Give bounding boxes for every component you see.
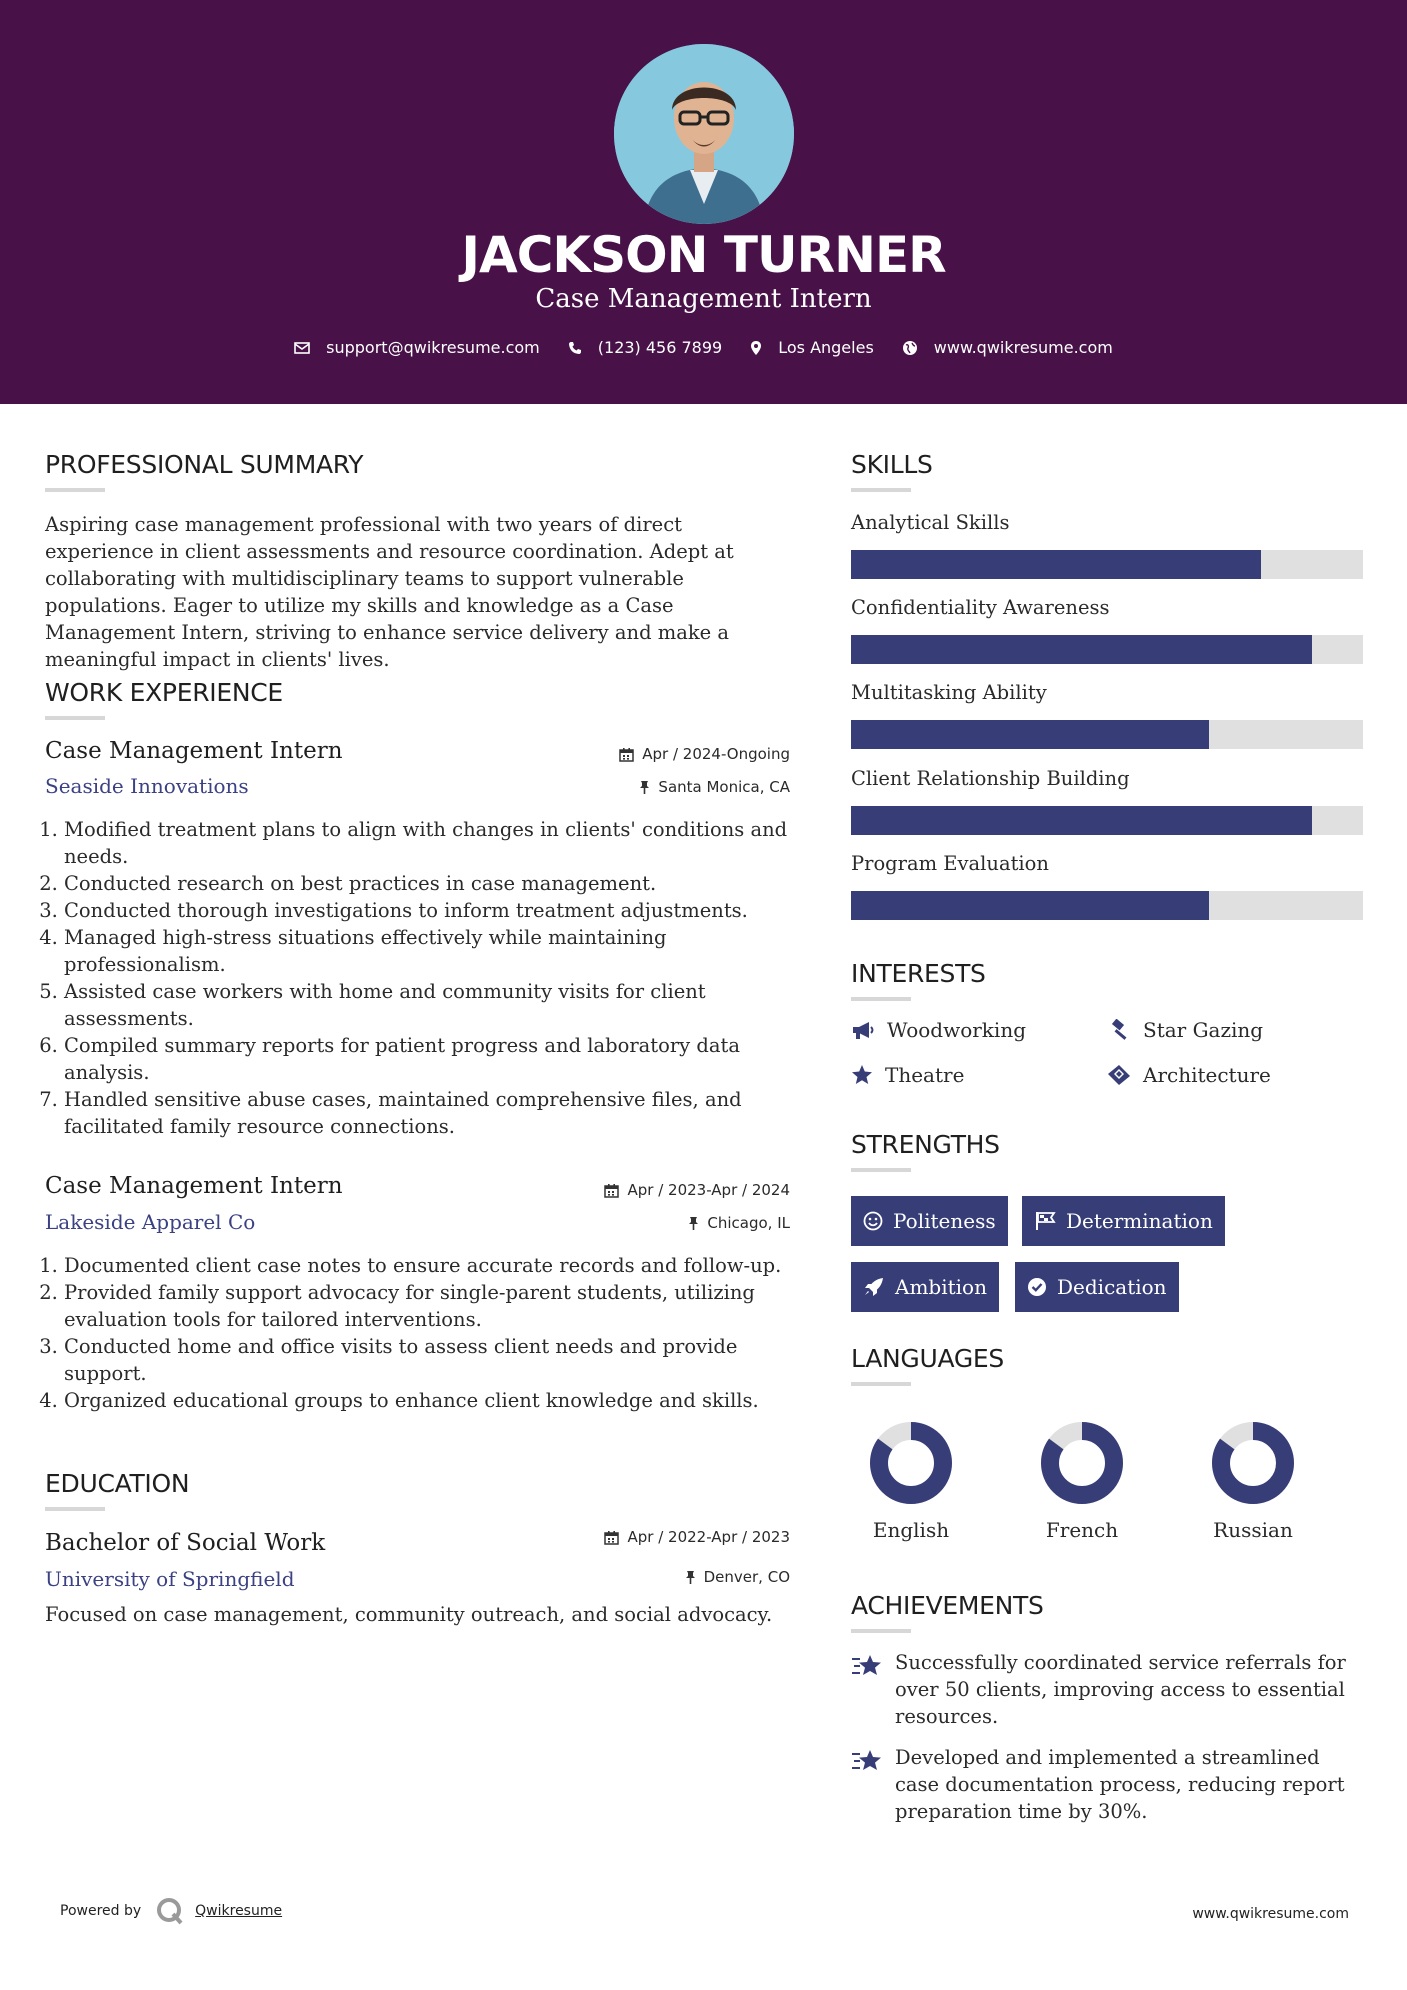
contact-email[interactable] xyxy=(294,338,540,357)
list-item: 7. Handled sensitive abuse cases, maintained comprehensive files, and facilitated family resource connections. xyxy=(64,1086,814,1140)
powered-by-label: Powered by xyxy=(60,1903,142,1919)
smile-icon xyxy=(863,1211,883,1231)
skills-underline xyxy=(851,488,911,492)
skill-bar xyxy=(851,806,1363,835)
list-item: 2. Conducted research on best practices in case management. xyxy=(64,870,814,897)
shooting-star-icon xyxy=(851,1748,883,1774)
qwikresume-link[interactable]: Qwikresume xyxy=(195,1903,283,1919)
contact-location xyxy=(750,338,874,357)
footer-url[interactable]: www.qwikresume.com xyxy=(1192,1906,1349,1922)
education-location xyxy=(500,1568,790,1586)
qwikresume-logo-icon xyxy=(155,1896,185,1926)
ticket-icon xyxy=(1107,1064,1131,1086)
list-item: 3. Conducted thorough investigations to inform treatment adjustments. xyxy=(64,897,814,924)
job-dates xyxy=(500,745,790,763)
language-item xyxy=(1193,1418,1313,1542)
contact-phone[interactable] xyxy=(568,338,722,357)
strength-label: Dedication xyxy=(1057,1275,1167,1299)
flag-icon xyxy=(1034,1211,1056,1231)
strength-label: Politeness xyxy=(893,1209,996,1233)
check-circle-icon xyxy=(1027,1277,1047,1297)
person-silhouette-icon xyxy=(614,44,794,224)
strength-badge xyxy=(1015,1262,1179,1312)
resume-header xyxy=(0,0,1407,404)
candidate-name: JACKSON TURNER xyxy=(461,226,946,284)
list-item: 4. Managed high-stress situations effectively while maintaining professionalism. xyxy=(64,924,814,978)
job-duties-list xyxy=(45,816,814,1140)
list-item: 1. Documented client case notes to ensure accurate records and follow-up. xyxy=(64,1252,814,1279)
pushpin-icon xyxy=(639,780,650,795)
education-location-text: Denver, CO xyxy=(703,1568,790,1586)
skill-bar-fill xyxy=(851,635,1312,664)
education-dates-text: Apr / 2022-Apr / 2023 xyxy=(627,1528,790,1546)
interests-heading: INTERESTS xyxy=(851,959,986,988)
list-item: 2. Provided family support advocacy for single-parent students, utilizing evaluation tools for tailored interventions. xyxy=(64,1279,814,1333)
list-item: 1. Modified treatment plans to align with changes in clients' conditions and needs. xyxy=(64,816,814,870)
skill-name: Multitasking Ability xyxy=(851,681,1047,704)
skill-bar-fill xyxy=(851,720,1209,749)
list-item: 4. Organized educational groups to enhance client knowledge and skills. xyxy=(64,1387,814,1414)
experience-heading: WORK EXPERIENCE xyxy=(45,678,283,707)
contact-phone-text: (123) 456 7899 xyxy=(597,338,723,357)
strength-label: Ambition xyxy=(895,1275,987,1299)
skill-bar xyxy=(851,550,1363,579)
interest-item xyxy=(851,1063,964,1087)
job-location-text: Santa Monica, CA xyxy=(658,778,790,796)
job-dates-text: Apr / 2023-Apr / 2024 xyxy=(627,1181,790,1199)
achievement-text: Successfully coordinated service referrals for over 50 clients, improving access to essential resources. xyxy=(895,1651,1346,1728)
skill-bar xyxy=(851,891,1363,920)
language-name: Russian xyxy=(1213,1518,1293,1542)
gavel-icon xyxy=(1107,1019,1131,1041)
contact-email-text: support@qwikresume.com xyxy=(326,338,540,357)
school-name: University of Springfield xyxy=(45,1567,295,1591)
strengths-heading: STRENGTHS xyxy=(851,1130,1000,1159)
language-donut xyxy=(1037,1418,1127,1508)
candidate-title: Case Management Intern xyxy=(535,284,872,314)
job-duties-list xyxy=(45,1252,814,1414)
interest-item xyxy=(1107,1018,1263,1042)
footer-powered-by xyxy=(60,1896,282,1926)
languages-underline xyxy=(851,1382,911,1386)
calendar-icon xyxy=(604,1530,619,1545)
achievement-item xyxy=(851,1649,1365,1730)
language-item xyxy=(851,1418,971,1542)
pushpin-icon xyxy=(685,1570,696,1585)
summary-text: Aspiring case management professional with two years of direct experience in client assessments and resource coordination. Adept at collaborating with multidisciplinary teams to support vulnerable populations. Eager to utilize my skills and knowledge as a Case Management Intern, striving to enhance service delivery and make a meaningful impact in clients' lives. xyxy=(45,513,734,671)
list-item: 5. Assisted case workers with home and community visits for client assessments. xyxy=(64,978,814,1032)
language-item xyxy=(1022,1418,1142,1542)
list-item: 3. Conducted home and office visits to assess client needs and provide support. xyxy=(64,1333,814,1387)
interest-label: Theatre xyxy=(885,1063,965,1087)
shooting-star-icon xyxy=(851,1653,883,1679)
language-donut xyxy=(866,1418,956,1508)
education-heading: EDUCATION xyxy=(45,1469,190,1498)
envelope-icon xyxy=(294,341,310,355)
summary-heading: PROFESSIONAL SUMMARY xyxy=(45,450,364,479)
job-company: Lakeside Apparel Co xyxy=(45,1210,256,1234)
education-underline xyxy=(45,1507,105,1511)
strength-badge xyxy=(851,1262,999,1312)
interest-label: Architecture xyxy=(1143,1063,1271,1087)
achievements-underline xyxy=(851,1629,911,1633)
degree-title: Bachelor of Social Work xyxy=(45,1530,326,1556)
skill-bar xyxy=(851,635,1363,664)
strength-badge xyxy=(851,1196,1008,1246)
summary-underline xyxy=(45,488,105,492)
language-donut xyxy=(1208,1418,1298,1508)
skill-bar-fill xyxy=(851,891,1209,920)
interest-item xyxy=(1107,1063,1271,1087)
contact-website[interactable] xyxy=(902,338,1113,357)
skill-bar xyxy=(851,720,1363,749)
interest-item xyxy=(851,1018,1026,1042)
job-location xyxy=(500,1214,790,1232)
achievement-item xyxy=(851,1744,1365,1825)
globe-icon xyxy=(902,340,918,356)
contact-bar xyxy=(0,338,1407,357)
contact-website-text: www.qwikresume.com xyxy=(933,338,1113,357)
job-dates xyxy=(500,1181,790,1199)
skill-bar-fill xyxy=(851,806,1312,835)
skills-heading: SKILLS xyxy=(851,450,933,479)
pushpin-icon xyxy=(688,1216,699,1231)
job-title: Case Management Intern xyxy=(45,738,343,764)
skill-name: Program Evaluation xyxy=(851,852,1049,875)
star-icon xyxy=(851,1064,873,1086)
strength-badge xyxy=(1022,1196,1225,1246)
job-dates-text: Apr / 2024-Ongoing xyxy=(642,745,790,763)
strength-label: Determination xyxy=(1066,1209,1213,1233)
education-dates xyxy=(500,1528,790,1546)
map-pin-icon xyxy=(750,340,762,356)
skill-name: Client Relationship Building xyxy=(851,767,1130,790)
experience-underline xyxy=(45,716,105,720)
job-company: Seaside Innovations xyxy=(45,774,249,798)
language-name: English xyxy=(872,1518,950,1542)
education-description: Focused on case management, community outreach, and social advocacy. xyxy=(45,1603,773,1626)
language-name: French xyxy=(1045,1518,1119,1542)
achievements-heading: ACHIEVEMENTS xyxy=(851,1591,1044,1620)
interest-label: Star Gazing xyxy=(1143,1018,1264,1042)
profile-photo xyxy=(614,44,794,224)
rocket-icon xyxy=(863,1277,885,1297)
calendar-icon xyxy=(619,747,634,762)
megaphone-icon xyxy=(851,1019,875,1041)
list-item: 6. Compiled summary reports for patient progress and laboratory data analysis. xyxy=(64,1032,814,1086)
phone-icon xyxy=(568,341,582,355)
skill-name: Analytical Skills xyxy=(851,511,1010,534)
interests-underline xyxy=(851,997,911,1001)
languages-heading: LANGUAGES xyxy=(851,1344,1004,1373)
strengths-underline xyxy=(851,1168,911,1172)
skill-bar-fill xyxy=(851,550,1261,579)
achievement-text: Developed and implemented a streamlined case documentation process, reducing report preparation time by 30%. xyxy=(895,1746,1345,1823)
contact-location-text: Los Angeles xyxy=(778,338,874,357)
interest-label: Woodworking xyxy=(887,1018,1027,1042)
job-location-text: Chicago, IL xyxy=(707,1214,790,1232)
job-location xyxy=(500,778,790,796)
calendar-icon xyxy=(604,1183,619,1198)
job-title: Case Management Intern xyxy=(45,1173,343,1199)
skill-name: Confidentiality Awareness xyxy=(851,596,1110,619)
